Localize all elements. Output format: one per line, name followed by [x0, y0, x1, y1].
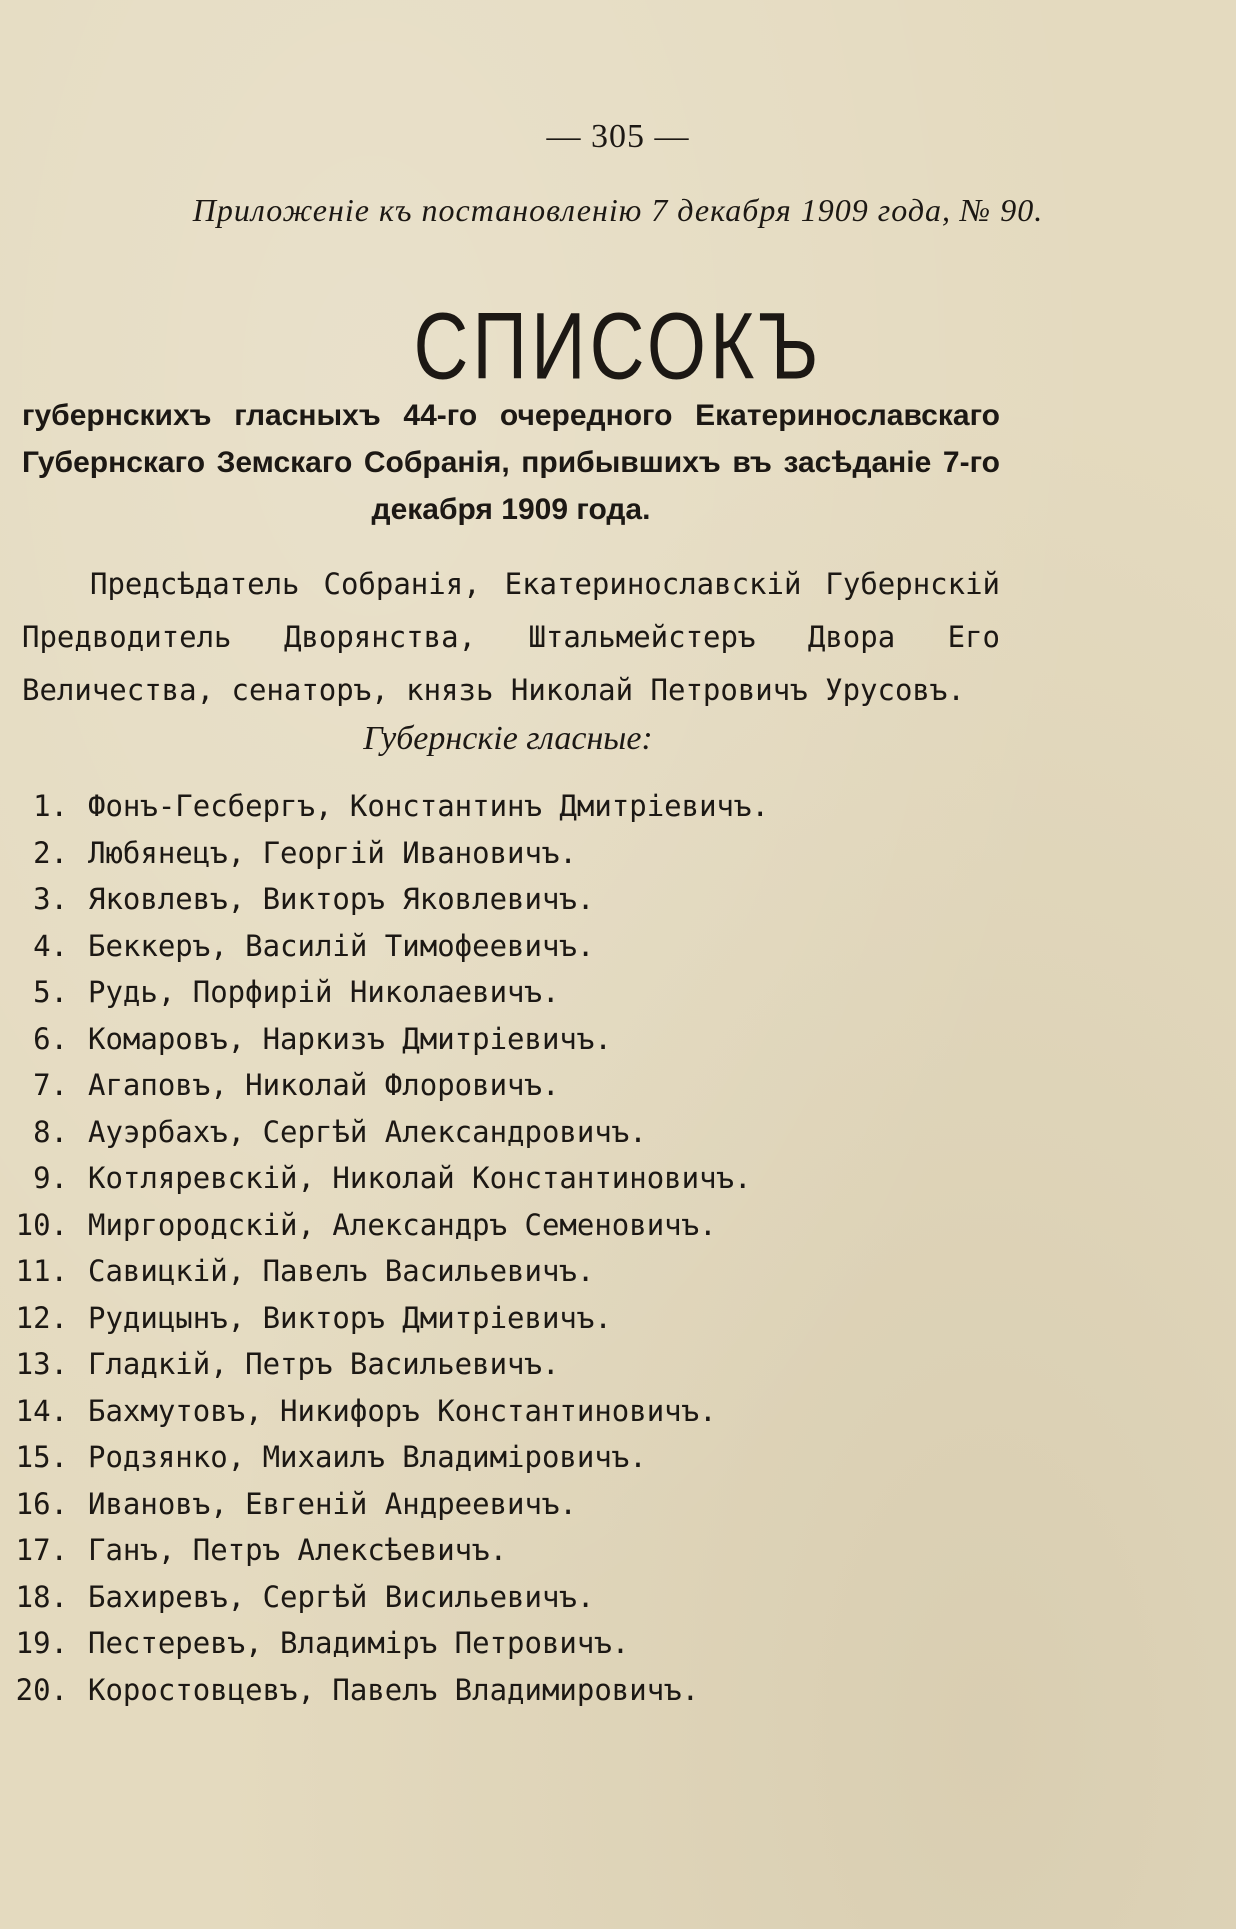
list-item: [10, 1295, 769, 1342]
item-number: 16.: [15, 1486, 68, 1521]
list-item: [10, 830, 769, 877]
item-number: 20.: [15, 1672, 68, 1707]
member-name: Яковлевъ, Викторъ Яковлевичъ.: [88, 882, 595, 916]
appendix-note: Приложеніе къ постановленію 7 декабря 1909 года, № 90.: [192, 192, 1044, 228]
member-name: Ивановъ, Евгеній Андреевичъ.: [88, 1486, 577, 1521]
list-item: [10, 1574, 769, 1621]
item-number: 5.: [33, 975, 68, 1009]
item-number: 9.: [33, 1161, 68, 1195]
list-item: [10, 783, 769, 830]
list-item: [10, 1248, 769, 1295]
list-item: [10, 1667, 769, 1714]
item-number: 8.: [33, 1114, 68, 1149]
item-number: 4.: [33, 928, 68, 963]
list-item: [10, 1109, 769, 1156]
list-item: [10, 876, 769, 923]
item-number: 11.: [15, 1254, 68, 1288]
member-name: Бахиревъ, Сергѣй Висильевичъ.: [88, 1579, 595, 1614]
list-item: [10, 1527, 769, 1574]
item-number: 15.: [15, 1440, 68, 1474]
list-item: [10, 1341, 769, 1388]
list-item: [10, 923, 769, 970]
member-name: Бахмутовъ, Никифоръ Константиновичъ.: [88, 1393, 717, 1428]
page-number: — 305 —: [546, 118, 690, 155]
member-name: Родзянко, Михаилъ Владиміровичъ.: [88, 1440, 647, 1474]
item-number: 10.: [15, 1207, 68, 1242]
member-name: Коростовцевъ, Павелъ Владимировичъ.: [88, 1672, 700, 1707]
member-name: Пестеревъ, Владиміръ Петровичъ.: [88, 1626, 630, 1660]
member-name: Ганъ, Петръ Алексѣевичъ.: [88, 1533, 508, 1567]
list-item: [10, 1062, 769, 1109]
member-name: Агаповъ, Николай Флоровичъ.: [88, 1068, 560, 1102]
list-item: [10, 1434, 769, 1481]
item-number: 3.: [33, 882, 68, 916]
item-number: 18.: [15, 1579, 68, 1614]
list-item: [10, 1388, 769, 1435]
member-name: Гладкій, Петръ Васильевичъ.: [88, 1347, 560, 1381]
list-item: [10, 969, 769, 1016]
item-number: 14.: [15, 1393, 68, 1428]
document-title: СПИСОКЪ: [413, 293, 823, 400]
item-number: 7.: [33, 1068, 68, 1102]
member-name: Любянецъ, Георгій Ивановичъ.: [88, 835, 577, 870]
member-name: Беккеръ, Василій Тимофеевичъ.: [88, 928, 595, 963]
item-number: 17.: [15, 1533, 68, 1567]
member-name: Миргородскій, Александръ Семеновичъ.: [88, 1207, 717, 1242]
item-number: 19.: [15, 1626, 68, 1660]
item-number: 13.: [15, 1347, 68, 1381]
list-item: [10, 1155, 769, 1202]
member-name: Рудицынъ, Викторъ Дмитріевичъ.: [88, 1300, 612, 1335]
list-item: [10, 1202, 769, 1249]
members-list: [10, 783, 769, 1713]
item-number: 1.: [33, 789, 68, 823]
list-item: [10, 1016, 769, 1063]
member-name: Комаровъ, Наркизъ Дмитріевичъ.: [88, 1021, 612, 1056]
section-heading: Губернскіе гласные:: [363, 720, 653, 757]
chairman-paragraph: Предсѣдатель Собранія, Екатеринославскій Губернскій Предводитель Дворянства, Штальмейстеръ Двора Его Величества, сенаторъ, князь Николай Петровичъ Урусовъ.: [22, 567, 1000, 707]
member-name: Фонъ-Гесбергъ, Константинъ Дмитріевичъ.: [88, 789, 769, 823]
document-subtitle: губернскихъ гласныхъ 44-го очередного Екатеринославскаго Губернскаго Земскаго Собранія, прибывшихъ въ засѣданіе 7-го декабря 1909 года.: [22, 399, 1000, 526]
list-item: [10, 1481, 769, 1528]
member-name: Ауэрбахъ, Сергѣй Александровичъ.: [88, 1114, 647, 1149]
item-number: 12.: [15, 1300, 68, 1335]
list-item: [10, 1620, 769, 1667]
item-number: 2.: [33, 835, 68, 870]
member-name: Котляревскій, Николай Константиновичъ.: [88, 1161, 752, 1195]
member-name: Рудь, Порфирій Николаевичъ.: [88, 975, 560, 1009]
item-number: 6.: [33, 1021, 68, 1056]
member-name: Савицкій, Павелъ Васильевичъ.: [88, 1254, 595, 1288]
